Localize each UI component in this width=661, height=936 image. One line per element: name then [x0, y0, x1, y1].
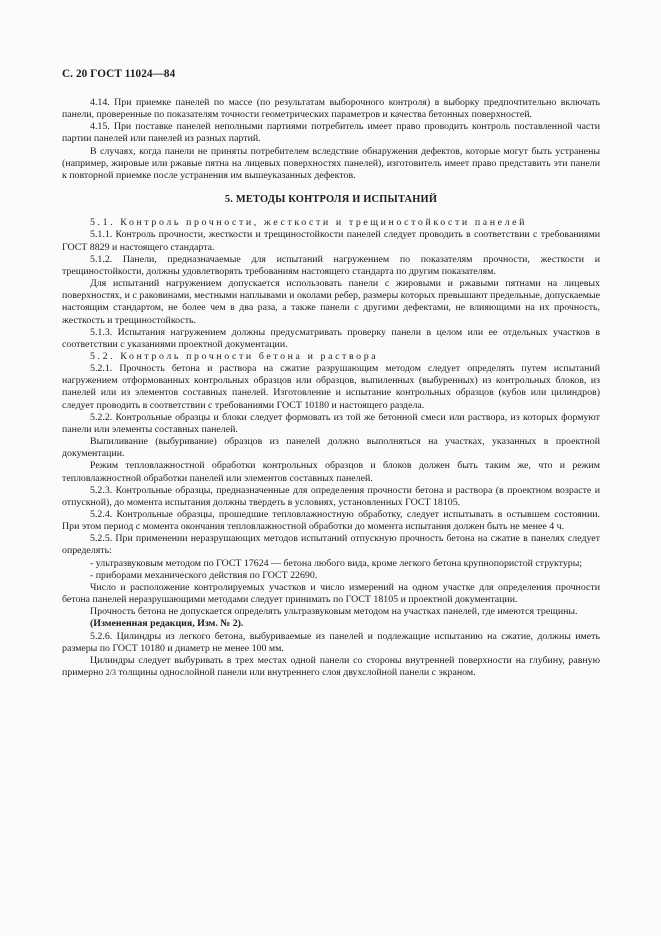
paragraph-5-2-5-c: Число и расположение контролируемых участков и число измерений на одном участке для определения прочности бетона панелей неразрушающими методами следует принимать по ГОСТ 18105 и проектной документации. [62, 581, 600, 606]
paragraph-5-2-2-b: Выпиливание (выбуривание) образцов из панелей должно выполняться на участках, указанных в проектной документации. [62, 436, 600, 460]
last-paragraph-before: Цилиндры следует выбуривать в трех местах одной панели со стороны внутренней поверхности на глубину, равную примерно [62, 654, 600, 679]
paragraph-5-2-1: 5.2.1. Прочность бетона и раствора на сжатие разрушающим методом следует определять путем испытаний нагружением отформованных контрольных образцов или образцов, выпиленных (выбуренных) из контрольных блоков, из панелей или из элементов составных панелей. Изготовление и испытание контрольных образцов (кубов или цилиндров) следует проводить в соответствии с требованиями ГОСТ 10180 и настоящего раздела. [62, 363, 600, 411]
subsection-5-1-heading: 5.1. Контроль прочности, жесткости и трещиностойкости панелей [90, 217, 528, 229]
paragraph-4-15-note: В случаях, когда панели не приняты потребителем вследствие обнаружения дефектов, которые могут быть устранены (например, жировые или ржавые пятна на лицевых поверхностях панелей), изготовитель имеет право представить эти панели к повторной приемке после устранения им вышеуказанных дефектов. [62, 145, 600, 181]
paragraph-5-1-1: 5.1.1. Контроль прочности, жесткости и трещиностойкости панелей следует проводить в соответствии с требованиями ГОСТ 8829 и настоящего стандарта. [62, 229, 600, 253]
paragraph-5-2-4: 5.2.4. Контрольные образцы, прошедшие тепловлажностную обработку, следует испытывать в остывшем состоянии. При этом период с момента окончания тепловлажностной обработки до момента испытания должен быть не менее 4 ч. [62, 509, 600, 533]
page-header: С. 20 ГОСТ 11024—84 [62, 68, 176, 80]
paragraph-5-2-2: 5.2.2. Контрольные образцы и блоки следует формовать из той же бетонной смеси или раствора, из которых формуют панели или элементы составных панелей. [62, 411, 600, 435]
paragraph-5-2-3: 5.2.3. Контрольные образцы, предназначенные для определения прочности бетона и раствора (в проектном возрасте и отпускной), до момента испытания должны твердеть в условиях, установленных ГОСТ 18105. [62, 484, 600, 508]
list-item-ultrasonic: - ультразвуковым методом по ГОСТ 17624 — бетона любого вида, кроме легкого бетона крупнопористой структуры; [90, 557, 583, 569]
page-content [62, 97, 600, 679]
paragraph-5-1-3: 5.1.3. Испытания нагружением должны предусматривать проверку панели в целом или ее отдельных участков в соответствии с указаниями проектной документации. [62, 326, 600, 350]
last-paragraph-after: толщины однослойной панели или внутреннего слоя двухслойной панели с экраном. [116, 667, 476, 679]
amendment-note: (Измененная редакция, Изм. № 2). [90, 618, 244, 630]
paragraph-4-15: 4.15. При поставке панелей неполными партиями потребитель имеет право проводить контроль поставленной части партии панелей или панелей из разных партий. [62, 121, 600, 145]
paragraph-5-2-5-d: Прочность бетона не допускается определять ультразвуковым методом на участках панелей, где имеются трещины. [90, 606, 578, 618]
paragraph-5-2-2-c: Режим тепловлажностной обработки контрольных образцов и блоков должен быть таким же, что и режим тепловлажностной обработки панелей или элементов составных панелей. [62, 460, 600, 484]
paragraph-5-1-2: 5.1.2. Панели, предназначаемые для испытаний нагружением по показателям прочности, жесткости и трещиностойкости, должны удовлетворять требованиям настоящего стандарта по другим показателям. [62, 253, 600, 277]
paragraph-5-2-6-b [62, 655, 600, 679]
paragraph-5-2-6: 5.2.6. Цилиндры из легкого бетона, выбуриваемые из панелей и подлежащие испытанию на сжатие, должны иметь размеры по ГОСТ 10180 и диаметр не менее 100 мм. [62, 630, 600, 654]
paragraph-5-1-2-note: Для испытаний нагружением допускается использовать панели с жировыми и ржавыми пятнами на лицевых поверхностях, и с раковинами, местными наплывами и околами ребер, размеры которых превышают предельные, допускаемые настоящим стандартом, не более чем в два раза, а также панели с другими дефектами, не влияющими на их прочность, жесткость и трещиностойкость. [62, 278, 600, 326]
list-item-mechanical: - приборами механического действия по ГОСТ 22690. [90, 569, 318, 581]
subsection-5-2-heading: 5.2. Контроль прочности бетона и раствора [90, 350, 379, 362]
fraction-two-thirds: 2/3 [105, 668, 117, 678]
paragraph-5-2-5: 5.2.5. При применении неразрушающих методов испытаний отпускную прочность бетона на сжатие в панелях следует определять: [62, 533, 600, 557]
paragraph-4-14: 4.14. При приемке панелей по массе (по результатам выборочного контроля) в выборку предпочтительно включать панели, проверенные по показателям точности геометрических параметров и качества бетонных поверхностей. [62, 97, 600, 121]
section-title: 5. МЕТОДЫ КОНТРОЛЯ И ИСПЫТАНИЙ [224, 194, 438, 206]
